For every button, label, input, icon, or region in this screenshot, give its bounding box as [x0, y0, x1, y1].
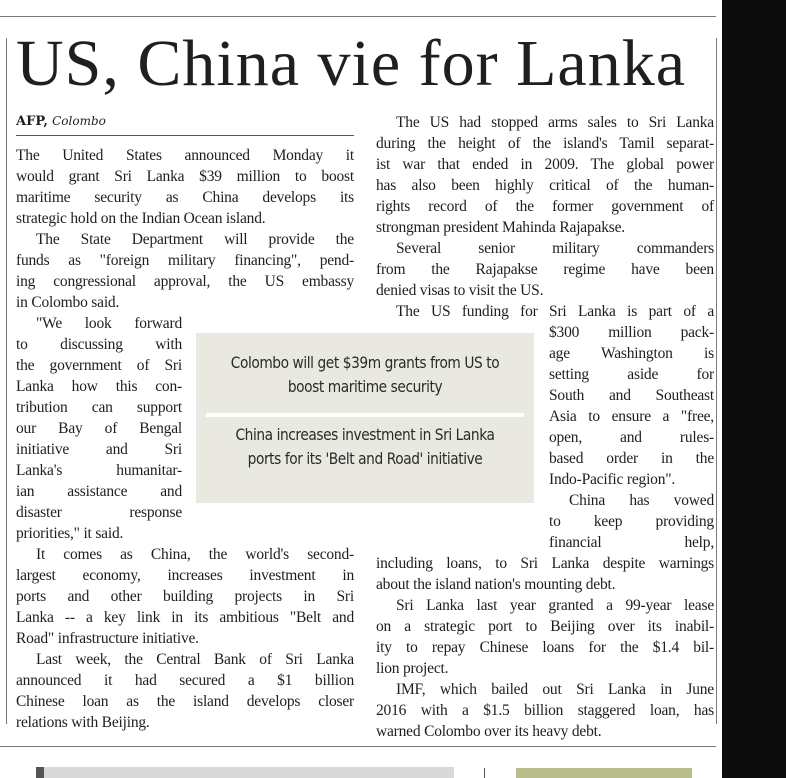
right-column-text-line: The US funding for Sri Lanka is part of a: [396, 303, 714, 320]
left-column-text-line: our Bay of Bengal: [16, 420, 182, 437]
left-column-text-line: ing congressional approval, the US embassy: [16, 273, 354, 290]
top-rule: [0, 16, 716, 17]
right-column-text-line: including loans, to Sri Lanka despite warnings: [376, 555, 714, 572]
right-column-text-line: warned Colombo over its heavy debt.: [376, 723, 602, 740]
right-column-text-line: China has vowed: [569, 492, 714, 509]
left-column-rule: [6, 38, 7, 724]
right-column-text-line: Asia to ensure a "free,: [549, 408, 714, 425]
left-column-text-line: to discussing with: [16, 336, 182, 353]
bottom-photo-left: [36, 767, 454, 778]
bottom-photo-left-edge: [36, 767, 44, 778]
right-column-text-line: about the island nation's mounting debt.: [376, 576, 616, 593]
pull-quote-primary: Colombo will get $39m grants from US to boost maritime security: [230, 353, 500, 396]
pull-quote-divider: [206, 413, 524, 417]
pull-quote-secondary: China increases investment in Sri Lanka ports for its 'Belt and Road' initiative: [235, 425, 495, 468]
left-column-text-line: It comes as China, the world's second-: [36, 546, 354, 563]
right-column-text-line: based order in the: [549, 450, 714, 467]
bottom-photo-right: [516, 768, 692, 778]
right-column-text-line: IMF, which bailed out Sri Lanka in June: [396, 681, 714, 698]
right-column-text-line: open, and rules-: [549, 429, 714, 446]
left-column-text-line: "We look forward: [36, 315, 182, 332]
right-column-text-line: during the height of the island's Tamil separat-: [376, 135, 714, 152]
left-column-text-line: priorities," it said.: [16, 525, 124, 542]
right-column-text-line: $300 million pack-: [549, 324, 714, 341]
right-column-text-line: setting aside for: [549, 366, 714, 383]
left-column-text-line: The United States announced Monday it: [16, 147, 354, 164]
left-column-text-line: maritime security as China develops its: [16, 189, 354, 206]
left-column-text-line: ports and other building projects in Sri: [16, 588, 354, 605]
right-column-text-line: The US had stopped arms sales to Sri Lanka: [396, 114, 714, 131]
right-column-text-line: ity to repay Chinese loans for the $1.4 bil-: [376, 639, 714, 656]
bottom-divider: [484, 768, 485, 778]
left-column-text-line: Lanka how this con-: [16, 378, 182, 395]
right-column-text-line: 2016 with a $1.5 billion staggered loan, has: [376, 702, 714, 719]
right-column-text-line: from the Rajapakse regime have been: [376, 261, 714, 278]
left-column-text-line: strategic hold on the Indian Ocean island.: [16, 210, 266, 227]
left-column-text-line: Chinese loan as the island develops closer: [16, 693, 354, 710]
left-column-text-line: Lanka -- a key link in its ambitious "Belt and: [16, 609, 354, 626]
bottom-rule: [0, 746, 716, 747]
byline-location: Colombo: [52, 114, 106, 128]
left-column-text-line: funds as "foreign military financing", pend-: [16, 252, 354, 269]
right-column-text-line: has also been highly critical of the human-: [376, 177, 714, 194]
pull-quote-box: [196, 333, 534, 503]
right-column-text-line: on a strategic port to Beijing over its inabil-: [376, 618, 714, 635]
byline: [16, 113, 106, 130]
left-column-text-line: Lanka's humanitar-: [16, 462, 182, 479]
left-column-text-line: tribution can support: [16, 399, 182, 416]
left-column-text-line: the government of Sri: [16, 357, 182, 374]
right-column-text-line: financial help,: [549, 534, 714, 551]
right-column-text-line: to keep providing: [549, 513, 714, 530]
right-column-text-line: age Washington is: [549, 345, 714, 362]
right-column-text-line: Indo-Pacific region".: [549, 471, 676, 488]
dark-page-edge: [722, 0, 786, 778]
right-column-rule: [716, 38, 717, 724]
byline-rule: [16, 135, 354, 136]
left-column-text-line: initiative and Sri: [16, 441, 182, 458]
left-column-text-line: Last week, the Central Bank of Sri Lanka: [36, 651, 354, 668]
left-column-text-line: largest economy, increases investment in: [16, 567, 354, 584]
left-column-text-line: would grant Sri Lanka $39 million to boost: [16, 168, 354, 185]
left-column-text-line: relations with Beijing.: [16, 714, 150, 731]
right-column-text-line: Several senior military commanders: [396, 240, 714, 257]
left-column-text-line: Road" infrastructure initiative.: [16, 630, 199, 647]
left-column-text-line: disaster response: [16, 504, 182, 521]
left-column-text-line: The State Department will provide the: [36, 231, 354, 248]
headline: US, China vie for Lanka: [16, 27, 687, 100]
left-column-text-line: in Colombo said.: [16, 294, 120, 311]
right-column-text-line: strongman president Mahinda Rajapakse.: [376, 219, 625, 236]
left-column-text-line: ian assistance and: [16, 483, 182, 500]
byline-agency: AFP,: [16, 114, 48, 129]
right-column-text-line: denied visas to visit the US.: [376, 282, 544, 299]
right-column-text-line: Sri Lanka last year granted a 99-year lease: [396, 597, 714, 614]
right-column-text-line: lion project.: [376, 660, 449, 677]
left-column-text-line: announced it had secured a $1 billion: [16, 672, 354, 689]
right-column-text-line: rights record of the former government of: [376, 198, 714, 215]
right-column-text-line: South and Southeast: [549, 387, 714, 404]
right-column-text-line: ist war that ended in 2009. The global power: [376, 156, 714, 173]
